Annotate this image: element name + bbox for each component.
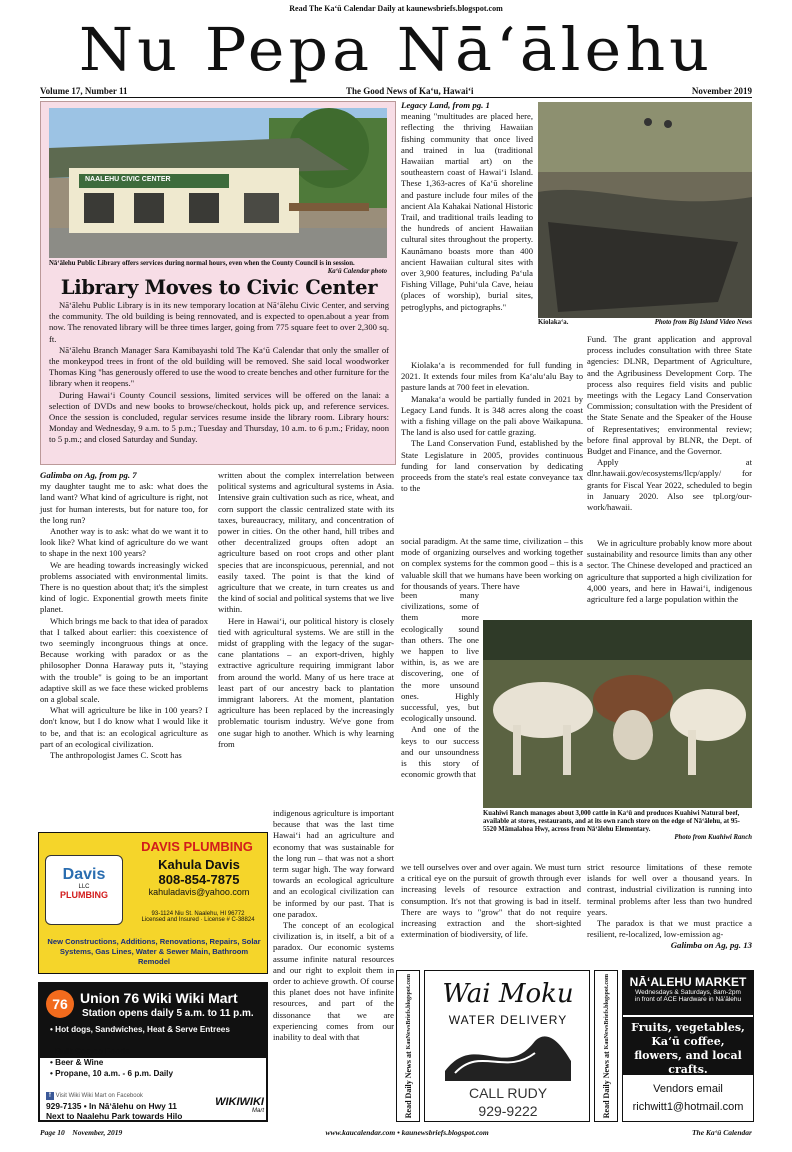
union76-brand-sub: Mart (252, 1108, 264, 1114)
legacy-p4: The Land Conservation Fund, established by the State Legislature in 2005, provides continuous funding for land conservation by dedicating proceeds from the state's real estate conveyance tax to the (401, 438, 583, 494)
galimba-bottom-right (587, 862, 752, 952)
cattle-caption-text: Kuahiwi Ranch manages about 3,000 cattle in Kaʻū and produces Kuahiwi Natural beef, available at stores, restaurants, and at its own ranch store on the edge of Nāʻālehu, at 95-5520 Māmalahoa Hwy, across from Nāʻālehu Elementary. (483, 810, 740, 833)
library-p1: Nāʻālehu Public Library is in its new temporary location at Nāʻālehu Civic Center, and serving the community. The old building is being rennovated, and is expected to open.about a year from now. The renovated library will be three times larger, going from 775 square feet to over 2,300 sq. ft. (49, 300, 389, 344)
galimba-continued: Galimba on Ag, pg. 13 (670, 940, 752, 951)
union76-phone: 929-7135 • In Nāʻālehu on Hwy 11 (46, 1101, 177, 1111)
library-headline: Library Moves to Civic Center (60, 276, 378, 299)
davis-name: Kahula Davis (158, 857, 240, 872)
naalehu-market-ad[interactable] (622, 970, 754, 1122)
legacy-kicker: Legacy Land, from pg. 1 (401, 100, 490, 110)
waimoku-ad[interactable] (424, 970, 590, 1122)
waimoku-phone[interactable]: 929-9222 (478, 1103, 538, 1119)
union76-item-4: • Propane, 10 a.m. - 6 p.m. Daily (50, 1069, 174, 1078)
galimba-m2: been many civilizations, some of them more ecologically sound than others. The one we happen to live within, is, as we are discovering, one of the more unsound ones. Highly successful, yes, but ecologically unsound. (401, 590, 479, 724)
info-bar (40, 86, 752, 98)
galimba-r2: strict resource limitations of these remote islands for well over a thousand years. In contrast, industrial civilization is running into terminal problems after less than two hundred years. (587, 862, 752, 917)
union76-item-2: • Bulk Costco Foods (50, 1047, 130, 1056)
galimba-c1: my daughter taught me to ask: what does the land want? What kind of agriculture is right, not just for human interests, but for nature too, for the long run? (40, 481, 208, 525)
kiolakaa-caption-credit: Photo from Big Island Video News (654, 319, 752, 326)
library-p3: During Hawaiʻi County Council sessions, limited services will be offered on the lanai: a selection of DVDs and new books to browse/checkout, holds pick up, and reference services. Once the session is concluded, regular services resume inside the library room. Library hours: Monday and Wednesday, 9 a.m. to 5 p.m.; Tuesday and Thursday, 10 a.m. to 6 p.m.; Friday, noon to 5 p.m.; and closed Saturday and Sunday. (49, 389, 389, 445)
cattle-caption (483, 810, 752, 842)
davis-logo-top: Davis (62, 866, 106, 883)
galimba-mid-narrow (401, 590, 479, 780)
union76-title: Union 76 Wiki Wiki Mart (80, 990, 238, 1006)
legacy-right-p2: Apply at dlnr.hawaii.gov/ecosystems/llcp/apply/ for grants for Fiscal Year 2022, scheduled to begin in January 2020. Also see tpl.org/our-work/hawaii. (587, 457, 752, 513)
union76-brand: WIKIWIKI (215, 1096, 264, 1108)
union76-list (50, 1024, 260, 1035)
kiolakaa-illustration (538, 102, 752, 318)
galimba-kicker: Galimba on Ag, from pg. 7 (40, 470, 137, 480)
legacy-right-p1: Fund. The grant application and approval process includes consultation with three State agencies: DLNR, Department of Agriculture, and the Agribusiness Development Corp. The process also requires field visits and public meetings with the Legacy Land Conservation Commission; consultation with the President of the State Senate and the Speaker of the House of Representatives; environmental review; before final approval by BLNR, the Dept. of Budget and Finance, and the Governor. (587, 334, 752, 457)
water-wave-icon (445, 1031, 571, 1081)
tagline: The Good News of Kaʻu, Hawaiʻi (345, 86, 474, 96)
read-daily-left-text: Read Daily News at KauNewsBriefs.blogspot.com (403, 973, 413, 1119)
market-vendors: Vendors email (653, 1083, 723, 1095)
davis-logo (45, 855, 123, 925)
galimba-r3: The paradox is that we must practice a resilient, re-localized, low-emission ag- (587, 918, 752, 940)
kiolakaa-photo (538, 102, 752, 318)
waimoku-subtitle: WATER DELIVERY (448, 1013, 568, 1027)
davis-logo-sub: PLUMBING (60, 890, 108, 900)
davis-plumbing-ad[interactable] (38, 832, 268, 974)
legacy-land-right (587, 334, 752, 513)
read-daily-ad-left[interactable] (396, 970, 420, 1122)
union76-item-1: • Hot dogs, Sandwiches, Heat & Serve Entrees (50, 1025, 230, 1034)
read-daily-right-text: Read Daily News at KauNewsBriefs.blogspot.com (601, 973, 611, 1119)
market-email[interactable]: richwitt1@hotmail.com (632, 1101, 744, 1113)
galimba-col1 (40, 470, 208, 761)
legacy-p1: meaning "multitudes are placed here, reflecting the thriving Hawaiian fishing community that once lived and trained in lua (traditional Hawaiian martial art) on the southeastern coast of Hawaiʻi Island. These 1,363-acres of Kaʻū shoreline and pasture include four miles of the ancient Ala Kahakai National Historic Trail, and traditional trails leading to the hundreds of ancient Hawaiian cultural sites throughout the property. Kaunāmano boasts more than 400 ancient Hawaiian cultural sites with over 3,900 features, including Paʻula Fishing Village, Puhiʻula Cave, heiau (places of worship), burial sites, petroglyphs, and pictographs." (401, 111, 533, 312)
legacy-land-column (401, 100, 533, 313)
footer-left: Page 10 November, 2019 (40, 1128, 123, 1137)
davis-address-block (129, 911, 267, 923)
davis-contact (129, 857, 268, 897)
library-body (49, 300, 389, 446)
union76-item-3: • Beer & Wine (50, 1058, 104, 1067)
market-schedule: Wednesdays & Saturdays, 8am-2pm (635, 989, 741, 996)
union76-ad[interactable] (38, 982, 268, 1122)
galimba-col3 (273, 808, 394, 1043)
davis-logo-llc: LLC (78, 884, 90, 890)
union76-contact (46, 1101, 226, 1121)
galimba-c2b: Here in Hawaiʻi, our political history is closely tied with agricultural systems. We are still in the midst of grappling with the legacy of the sugar-cane plantations – an export-driven, highly extractive agriculture requiring immigrant labor from around the world. Many of us here trace at least part of our ancestry back to plantation immigrant laborers. At the moment, plantation agriculture has been replaced by the increasingly problematic tourism industry. We've gone from one sugar high to another. Which is why learning from (218, 615, 394, 749)
waimoku-title: Wai Moku (442, 979, 574, 1009)
galimba-c1b: Another way is to ask: what do we want it to look like? What kind of agriculture do we want to shape in the next 100 years? (40, 526, 208, 559)
civic-center-sign: NAALEHU CIVIC CENTER (85, 176, 171, 183)
top-promo: Read The Kaʻū Calendar Daily at kaunewsbriefs.blogspot.com (289, 4, 503, 13)
library-p2: Nāʻālehu Branch Manager Sara Kamibayashi told The Kaʻū Calendar that only the smaller of the monkeypod trees in front of the old building will be removed. She said local woodworker Thomas King "has generously offered to use the wood to create benches and other furniture for the library when it reopens." (49, 344, 389, 389)
galimba-bottom-mid (401, 862, 581, 940)
union76-list-lower (50, 1046, 260, 1079)
market-products: Fruits, vegetables, Kaʻū coffee, flowers, and local crafts. (623, 1017, 753, 1075)
legacy-land-continued (401, 360, 583, 494)
kiolakaa-caption (538, 319, 752, 327)
legacy-p3: Manakaʻa would be partially funded in 2021 by Legacy Land funds. It is 348 acres along the coast with a fishing village on the pali above Waikapuna. The land is also used for cattle grazing. (401, 393, 583, 438)
galimba-m1: social paradigm. At the same time, civilization – this mode of organizing ourselves and working together on complex systems for the common good – this is a valuable skill that we humans have been working on for thousands of years. There have (401, 536, 583, 591)
kiolakaa-caption-text: Kiolakaʻa. (538, 319, 569, 326)
read-daily-ad-right[interactable] (594, 970, 618, 1122)
galimba-col2 (218, 470, 394, 750)
library-story (40, 101, 396, 465)
masthead: Nu Pepa Nāʻālehu (78, 14, 714, 85)
cattle-illustration (483, 620, 752, 808)
galimba-c1c: We are heading towards increasingly wicked problems associated with environmental limits. There is no question about that; it's the simplest kind of logic. Exponential growth meets finite planet. (40, 559, 208, 615)
galimba-c3b: The concept of an ecological civilization is, in itself, a bit of a paradox. Our economic systems assume infinite natural resources and our right to exploit them in order to achieve growth. Of course this planet does not have infinite resources, and part of the dissonance that we are experiencing comes from our inability to deal with that (273, 920, 394, 1043)
union76-hours: Station opens daily 5 a.m. to 11 p.m. (82, 1008, 254, 1019)
davis-license: Licensed and Insured · License # C-38824 (141, 917, 255, 923)
galimba-right (587, 538, 752, 605)
galimba-c2: written about the complex interrelation between political systems and agricultural systems in Asia. Intensive grain cultivation such as rice, wheat, and corn support the classic centralized state with its taxes, bureaucracy, military, and concentration of power in cities. On the other hand, hill tribes and other decentralized groups often adopt an agriculture based on root crops and other plant species that are inconspicuous, perennial, and not easily taxed. The point is that the kind of agriculture that we create, in turn creates us and the kind of social and political systems that we live within. (218, 470, 394, 615)
davis-services: New Constructions, Additions, Renovations, Repairs, Solar Systems, Gas Lines, Water & Sewer Main, Bathroom Remodel (47, 937, 261, 966)
library-photo-caption (49, 260, 387, 276)
galimba-r1: We in agriculture probably know more about sustainability and resource limits than any other sector. The Chinese developed and practiced an agriculture that supported a high civilization for 4,000 years, and here in Hawaiʻi, indigenous agriculture fed a large population within the (587, 538, 752, 605)
union76-logo-icon: 76 (46, 990, 74, 1018)
cattle-photo (483, 620, 752, 808)
galimba-c1e: What will agriculture be like in 100 years? I don't know, but I do know what I would like it to be, and that is: an ecological agriculture as part of an ecological civilization. (40, 705, 208, 749)
davis-phone: 808-854-7875 (158, 872, 240, 887)
davis-email[interactable]: kahuladavis@yahoo.com (148, 887, 250, 897)
galimba-m3: And one of the keys to our success and our unsoundness is this story of economic growth that (401, 724, 479, 780)
galimba-c1f: The anthropologist James C. Scott has (50, 750, 182, 761)
cattle-caption-credit: Photo from Kuahiwi Ranch (674, 834, 752, 841)
market-header (623, 971, 753, 1015)
footer-paper: The Kaʻū Calendar (691, 1128, 752, 1137)
market-title: NĀʻALEHU MARKET (629, 975, 747, 989)
library-caption-credit: Kaʻū Calendar photo (327, 268, 387, 275)
davis-address: 93-1124 Niu St. Naalehu, HI 96772 (151, 911, 245, 917)
volume: Volume 17, Number 11 (40, 86, 128, 96)
galimba-c1d: Which brings me back to that idea of paradox that I talked about earlier: this coexistence of two seemingly incongruous things at once. Because working with paradox or as the philosopher Donna Haraway puts it, "staying with the trouble" is going to be an important adaptive skill as we face these wicked problems on a global scale. (40, 615, 208, 705)
davis-title: DAVIS PLUMBING (141, 839, 253, 854)
galimba-c3: indigenous agriculture is important because that was the last time Hawaiʻi had an agriculture and economy that was sustainable for the long run – that was not a short term sugar high. The way forward towards an ecological agriculture and an ecological civilization can be informed by our past. That is one paradox. (273, 808, 394, 919)
issue-date: November 2019 (691, 86, 752, 96)
galimba-mid (401, 536, 583, 592)
market-location: in front of ACE Hardware in Nāʻālehu (634, 996, 742, 1003)
legacy-p2: Kiolakaʻa is recommended for full funding in 2021. It extends four miles from Kaʻaluʻalu Bay to pasture lands at 700 feet in elevation. (401, 360, 583, 393)
facebook-icon: f (46, 1092, 54, 1100)
library-caption-text: Nāʻālehu Public Library offers services during normal hours, even when the County Council is in session. (49, 260, 355, 267)
footer-urls: www.kaucalendar.com • kaunewsbriefs.blogspot.com (325, 1128, 489, 1137)
civic-center-photo (49, 108, 387, 258)
union76-location: Next to Naalehu Park towards Hilo (46, 1111, 183, 1121)
union76-facebook[interactable] (46, 1092, 186, 1100)
footer (40, 1128, 752, 1137)
waimoku-call: CALL RUDY (468, 1085, 548, 1101)
galimba-m4: we tell ourselves over and over again. We must turn a critical eye on the pursuit of growth through ever increasing levels of resource extraction and consumption. It's not that growing is bad in itself. There are ways to "grow" that do not require increasing extraction and the short-sighted extermination of biodiversity, of life. (401, 862, 581, 940)
civic-center-illustration (49, 108, 387, 258)
union76-facebook-text: Visit Wiki Wiki Mart on Facebook (55, 1093, 143, 1099)
